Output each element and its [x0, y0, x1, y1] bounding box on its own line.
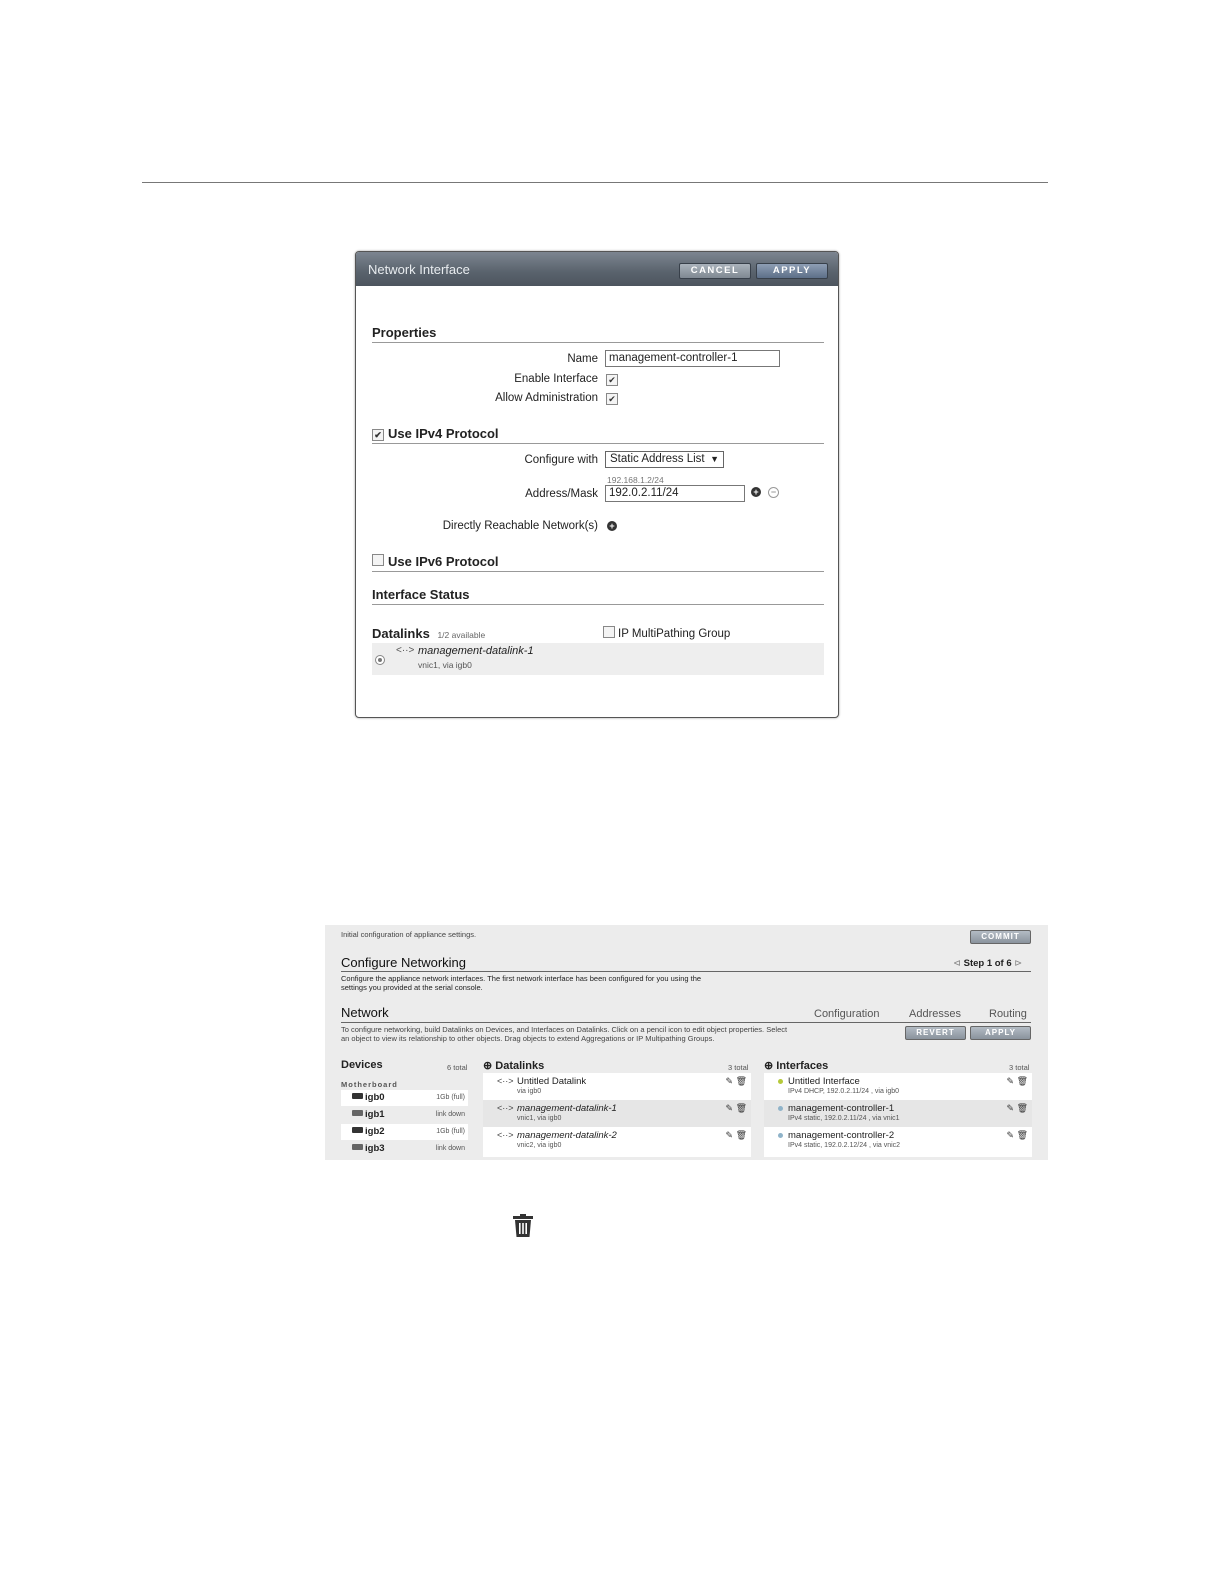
configure-with-value: Static Address List — [610, 453, 705, 465]
device-status: link down — [435, 1145, 465, 1152]
devices-group: Motherboard — [341, 1080, 398, 1089]
datalink-name: management-datalink-2 — [517, 1130, 617, 1141]
device-status: link down — [435, 1111, 465, 1118]
cancel-button[interactable]: CANCEL — [679, 263, 751, 279]
ipmp-option — [603, 626, 730, 640]
interface-name: Untitled Interface — [788, 1076, 860, 1087]
list-item[interactable] — [483, 1127, 751, 1154]
interface-sub: IPv4 static, 192.0.2.12/24 , via vnic2 — [788, 1142, 901, 1149]
add-datalink-icon[interactable]: ⊕ — [483, 1060, 493, 1072]
list-item[interactable] — [764, 1073, 1032, 1100]
datalinks-available: 1/2 available — [437, 630, 486, 640]
network-help-line-2: an object to view its relationship to other objects. Drag objects to extend Aggregations or IP Multipathing Groups. — [341, 1034, 715, 1043]
device-item[interactable] — [341, 1107, 468, 1123]
address-hint: 192.168.1.2/24 — [607, 475, 664, 485]
allow-administration-checkbox[interactable]: ✔ — [606, 393, 618, 405]
device-name: igb2 — [365, 1126, 385, 1137]
page-description-line-2: settings you provided at the serial console. — [341, 983, 483, 992]
pencil-icon[interactable]: ✎ — [1006, 1103, 1015, 1113]
tab-addresses[interactable]: Addresses — [909, 1008, 961, 1020]
enable-interface-label: Enable Interface — [514, 373, 598, 385]
device-item[interactable] — [341, 1141, 468, 1157]
ipmp-label: IP MultiPathing Group — [618, 628, 731, 640]
interface-status-heading: Interface Status — [372, 587, 824, 605]
network-port-icon — [352, 1093, 363, 1099]
network-rule — [341, 1022, 1031, 1023]
datalink-sub: via igb0 — [517, 1088, 542, 1095]
dialog-title: Network Interface — [368, 261, 470, 277]
step-indicator — [953, 958, 1022, 969]
name-input[interactable]: management-controller-1 — [605, 350, 780, 367]
interface-sub: IPv4 DHCP, 192.0.2.11/24 , via igb0 — [788, 1088, 900, 1095]
device-status: 1Gb (full) — [436, 1128, 465, 1135]
list-item[interactable] — [764, 1100, 1032, 1127]
datalink-sub: vnic2, via igb0 — [517, 1142, 562, 1149]
network-interface-dialog — [355, 251, 839, 718]
datalink-item-sub: vnic1, via igb0 — [418, 660, 472, 670]
interfaces-title — [764, 1059, 828, 1072]
properties-heading: Properties — [372, 325, 824, 343]
interface-sub: IPv4 static, 192.0.2.11/24 , via vnic1 — [788, 1115, 900, 1122]
status-dot-icon — [778, 1133, 783, 1138]
status-dot-icon — [778, 1079, 783, 1084]
datalink-item[interactable] — [372, 643, 824, 675]
datalinks-title-label: Datalinks — [495, 1060, 545, 1072]
network-help-line-1: To configure networking, build Datalinks on Devices, and Interfaces on Datalinks. Click on a pencil icon to edit object properties. Select — [341, 1025, 788, 1034]
ipv6-checkbox[interactable] — [372, 554, 384, 566]
tab-routing[interactable]: Routing — [989, 1008, 1027, 1020]
address-mask-label: Address/Mask — [525, 488, 598, 500]
interfaces-list — [764, 1073, 1032, 1157]
step-text: Step 1 of 6 — [963, 958, 1012, 969]
devices-title: Devices — [341, 1059, 383, 1071]
name-label: Name — [567, 353, 598, 365]
interface-name: management-controller-2 — [788, 1130, 895, 1141]
datalink-icon: <··> — [497, 1076, 514, 1086]
datalink-sub: vnic1, via igb0 — [517, 1115, 562, 1122]
status-dot-icon — [778, 1106, 783, 1111]
trash-icon — [512, 1214, 534, 1238]
title-rule — [341, 971, 1031, 972]
device-status: 1Gb (full) — [436, 1094, 465, 1101]
device-name: igb1 — [365, 1109, 385, 1120]
trash-icon[interactable]: 🗑 — [1016, 1076, 1028, 1086]
dialog-header — [356, 252, 838, 286]
devices-count: 6 total — [447, 1063, 468, 1072]
ipv6-heading-label: Use IPv6 Protocol — [388, 554, 499, 569]
interfaces-count: 3 total — [1009, 1063, 1030, 1072]
interfaces-title-label: Interfaces — [776, 1060, 829, 1072]
pencil-icon[interactable]: ✎ — [1006, 1076, 1015, 1086]
ipv4-heading — [372, 426, 824, 444]
ipmp-checkbox[interactable] — [603, 626, 615, 638]
datalinks-heading — [372, 626, 824, 644]
datalink-icon: <··> — [497, 1103, 514, 1113]
reachable-networks-label: Directly Reachable Network(s) — [442, 520, 598, 532]
device-name: igb3 — [365, 1143, 385, 1154]
configure-with-select[interactable] — [605, 451, 724, 468]
trash-icon[interactable]: 🗑 — [735, 1103, 747, 1113]
datalink-item-name: management-datalink-1 — [418, 645, 534, 657]
add-network-icon[interactable]: + — [607, 521, 617, 531]
network-help — [341, 1025, 787, 1043]
ipv4-checkbox[interactable]: ✔ — [372, 429, 384, 441]
remove-address-icon[interactable]: − — [768, 487, 779, 498]
network-port-down-icon — [352, 1144, 363, 1150]
revert-button[interactable]: REVERT — [905, 1026, 966, 1040]
enable-interface-checkbox[interactable]: ✔ — [606, 374, 618, 386]
datalink-name: Untitled Datalink — [517, 1076, 587, 1087]
datalinks-count: 3 total — [728, 1063, 749, 1072]
configure-networking-screen — [325, 925, 1048, 1160]
device-name: igb0 — [365, 1092, 385, 1103]
page-title: Configure Networking — [341, 955, 467, 970]
page-description — [341, 974, 701, 992]
pencil-icon[interactable]: ✎ — [725, 1103, 734, 1113]
tab-configuration[interactable]: Configuration — [814, 1008, 880, 1020]
trash-icon[interactable]: 🗑 — [1016, 1130, 1028, 1140]
device-item[interactable] — [341, 1090, 468, 1106]
network-title: Network — [341, 1005, 389, 1020]
ipv6-heading — [372, 554, 824, 572]
list-item[interactable] — [483, 1100, 751, 1127]
add-address-icon[interactable]: + — [751, 487, 761, 497]
apply-network-button[interactable]: APPLY — [970, 1026, 1031, 1040]
datalink-name: management-datalink-1 — [517, 1103, 617, 1114]
network-port-icon — [352, 1127, 363, 1133]
device-item[interactable] — [341, 1124, 468, 1140]
pencil-icon[interactable]: ✎ — [725, 1130, 734, 1140]
configure-with-label: Configure with — [524, 454, 598, 466]
pencil-icon[interactable]: ✎ — [725, 1076, 734, 1086]
add-interface-icon[interactable]: ⊕ — [764, 1060, 774, 1072]
next-step-icon[interactable]: ⊳ — [1014, 958, 1023, 969]
list-item[interactable] — [764, 1127, 1032, 1154]
ipv4-heading-label: Use IPv4 Protocol — [388, 426, 499, 441]
datalink-icon: <··> — [396, 645, 415, 656]
trash-icon[interactable]: 🗑 — [1016, 1103, 1028, 1113]
allow-administration-label: Allow Administration — [495, 392, 598, 404]
page-divider — [142, 182, 1048, 183]
datalinks-title — [483, 1059, 544, 1072]
chevron-down-icon: ▼ — [710, 454, 719, 464]
network-port-down-icon — [352, 1110, 363, 1116]
page-description-line-1: Configure the appliance network interfaces. The first network interface has been configured for you using the — [341, 974, 702, 983]
intro-text: Initial configuration of appliance settings. — [341, 930, 477, 939]
interface-name: management-controller-1 — [788, 1103, 895, 1114]
datalinks-heading-label: Datalinks — [372, 626, 430, 641]
prev-step-icon[interactable]: ⊲ — [953, 958, 961, 969]
pencil-icon[interactable]: ✎ — [1006, 1130, 1015, 1140]
trash-icon[interactable]: 🗑 — [735, 1130, 747, 1140]
datalinks-list — [483, 1073, 751, 1157]
address-mask-input[interactable]: 192.0.2.11/24 — [605, 485, 745, 502]
datalink-icon: <··> — [497, 1130, 514, 1140]
apply-button[interactable]: APPLY — [756, 263, 828, 279]
trash-icon[interactable]: 🗑 — [735, 1076, 747, 1086]
commit-button[interactable]: COMMIT — [970, 930, 1031, 944]
datalink-radio[interactable] — [375, 655, 385, 665]
list-item[interactable] — [483, 1073, 751, 1100]
